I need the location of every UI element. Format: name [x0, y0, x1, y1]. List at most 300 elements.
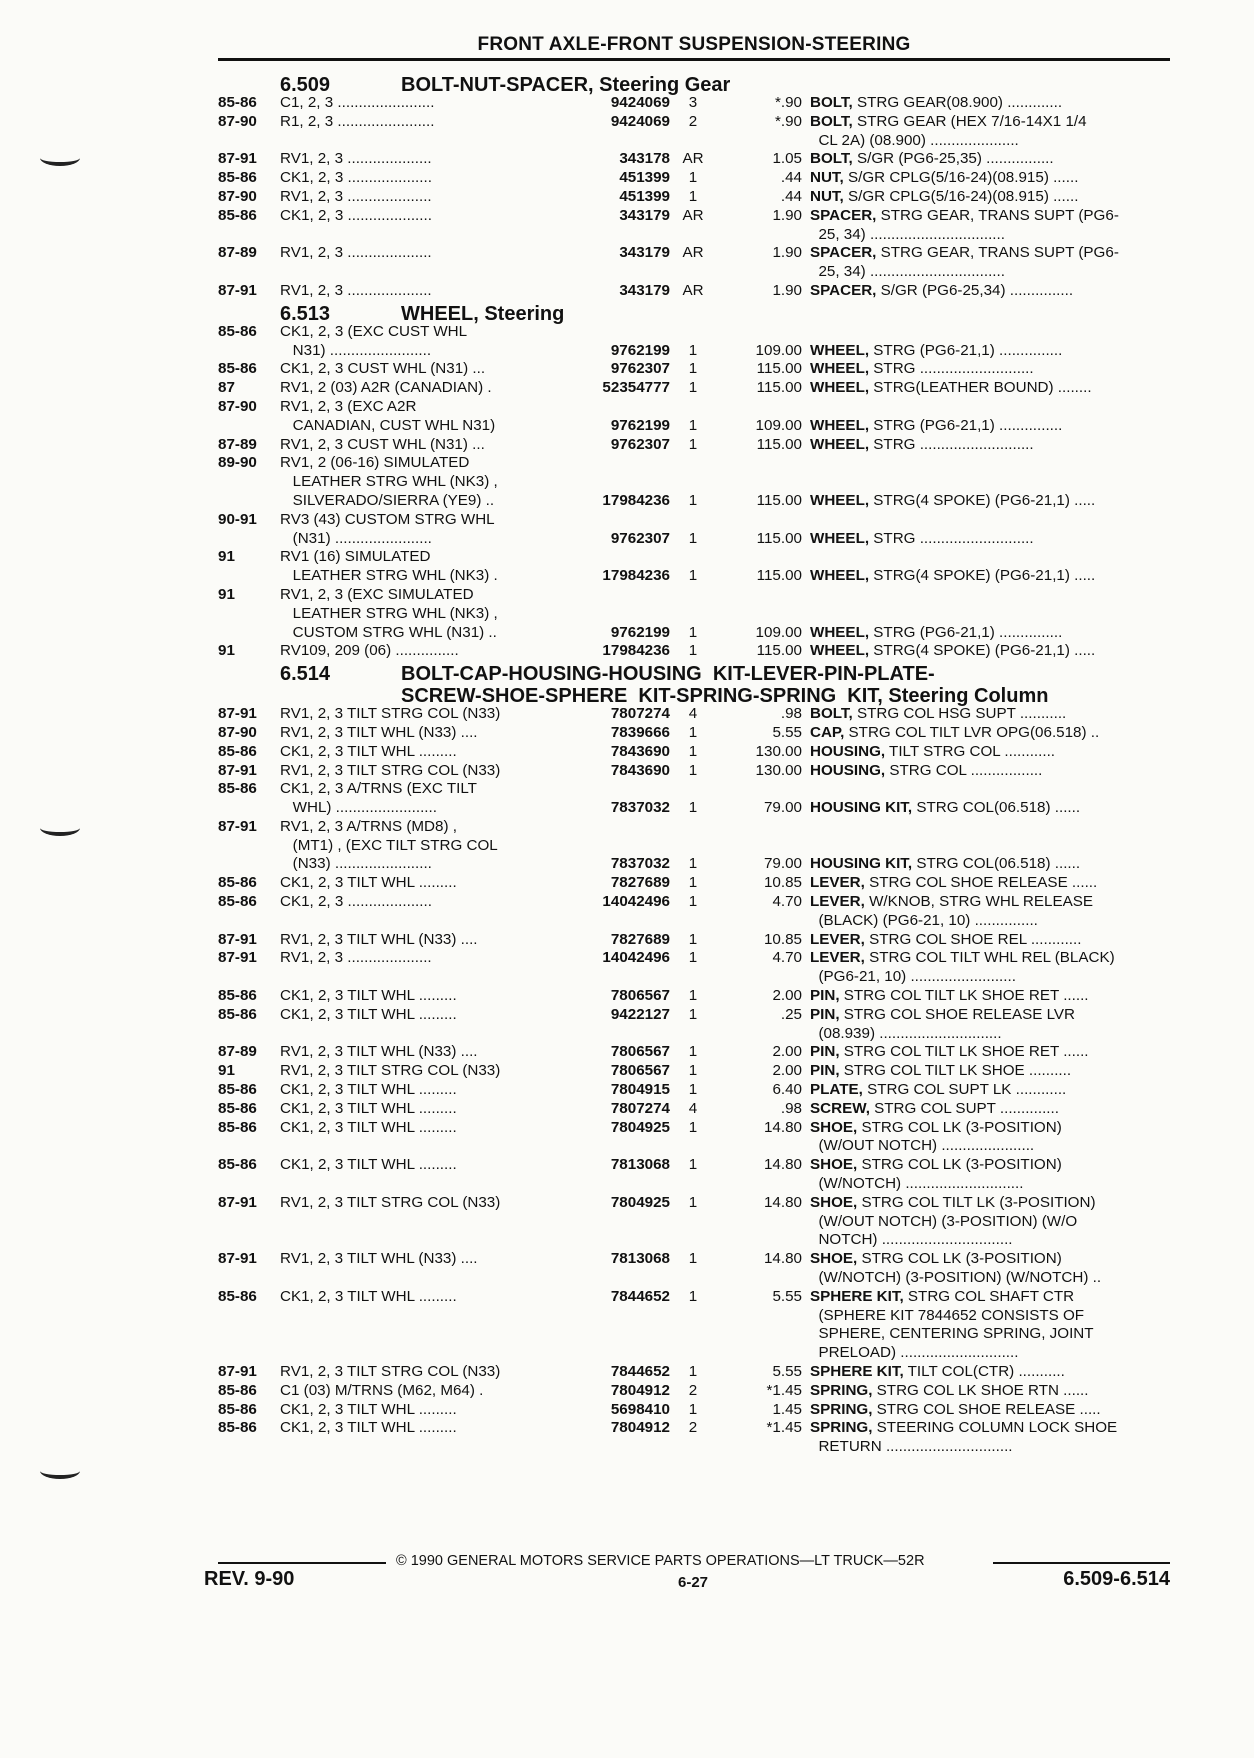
- model-years: 87-91: [218, 949, 257, 967]
- model-years: 87-90: [218, 723, 257, 741]
- application: [280, 1419, 560, 1438]
- description: [810, 1382, 1155, 1401]
- quantity: 1: [688, 1363, 698, 1380]
- description: [810, 1250, 1155, 1288]
- model-years: 85-86: [218, 1081, 257, 1099]
- description-line: [810, 1156, 1155, 1175]
- section-title-suffix: Steering Gear: [593, 74, 731, 96]
- section-heading: [218, 301, 1170, 323]
- price: 115.00: [756, 529, 802, 547]
- part-number: 7813068: [610, 1156, 670, 1174]
- quantity: AR: [682, 206, 704, 224]
- application-line: CK1, 2, 3 TILT WHL .........: [280, 1099, 457, 1117]
- price: 109.00: [755, 341, 802, 359]
- part-row: [218, 724, 1170, 743]
- part-number: 343179: [619, 206, 670, 224]
- model-years: 87-91: [218, 150, 257, 168]
- part-number: 7844652: [610, 1287, 670, 1305]
- application-line: CK1, 2, 3 TILT WHL .........: [280, 987, 457, 1005]
- description-line: [810, 724, 1155, 743]
- application-line: (N31) .......................: [280, 529, 432, 547]
- description-line: [810, 417, 1155, 436]
- application: [280, 244, 560, 263]
- application: [280, 642, 560, 661]
- description-text: STRG COL TILT WHL REL (BLACK): [864, 949, 1115, 967]
- price: 10.85: [763, 930, 802, 948]
- description-line: [810, 743, 1155, 762]
- application-line: RV1, 2, 3 TILT STRG COL (N33): [280, 705, 501, 723]
- description-noun: SHOE,: [810, 1118, 858, 1136]
- description: [810, 1419, 1155, 1457]
- part-row: [218, 705, 1170, 724]
- description-line: [810, 1081, 1155, 1100]
- part-number: 14042496: [602, 949, 670, 967]
- description-noun: WHEEL,: [810, 529, 870, 547]
- description-line: [810, 436, 1155, 455]
- part-number: 7813068: [610, 1250, 670, 1268]
- description: [810, 360, 1155, 379]
- part-number: 451399: [619, 187, 670, 205]
- part-number: 9762199: [610, 341, 670, 359]
- price: *.90: [774, 112, 802, 130]
- header-rule: [218, 58, 1170, 61]
- part-row: [218, 818, 1170, 874]
- application: [280, 282, 560, 301]
- model-years: 85-86: [218, 1419, 257, 1437]
- quantity: 1: [688, 187, 698, 205]
- application-line: RV1, 2 (06-16) SIMULATED: [280, 454, 470, 472]
- quantity: 1: [688, 416, 698, 434]
- description-line: [810, 855, 1155, 874]
- part-number: 343179: [619, 281, 670, 299]
- application-line: RV1, 2, 3 CUST WHL (N31) ...: [280, 435, 485, 453]
- application: [280, 724, 560, 743]
- description-line: [810, 1325, 1155, 1344]
- application: [280, 188, 560, 207]
- description-line: [810, 1250, 1155, 1269]
- quantity: 2: [688, 1381, 698, 1399]
- model-years: 85-86: [218, 1118, 257, 1136]
- description-noun: SHOE,: [810, 1156, 858, 1174]
- description-text: STRG COL SHOE RELEASE LVR: [839, 1005, 1076, 1023]
- description: [810, 342, 1155, 361]
- price: 5.55: [772, 1287, 802, 1305]
- part-row: [218, 454, 1170, 510]
- application: [280, 207, 560, 226]
- application: [280, 1062, 560, 1081]
- description-line: [810, 567, 1155, 586]
- application: [280, 379, 560, 398]
- model-years: 87-89: [218, 435, 257, 453]
- quantity: 1: [688, 341, 698, 359]
- application-line: CK1, 2, 3 TILT WHL .........: [280, 1156, 457, 1174]
- price: .25: [780, 1005, 802, 1023]
- application-line: CK1, 2, 3 TILT WHL .........: [280, 742, 457, 760]
- part-row: [218, 1119, 1170, 1157]
- part-number: 451399: [619, 169, 670, 187]
- part-number: 17984236: [602, 642, 670, 660]
- application: [280, 94, 560, 113]
- description-text: STRG COL SHAFT CTR: [903, 1287, 1075, 1305]
- description-text: (BLACK) (PG6-21, 10) ...............: [810, 911, 1038, 929]
- application-line: CK1, 2, 3 TILT WHL .........: [280, 1081, 457, 1099]
- price: 1.90: [772, 206, 802, 224]
- application-line: RV1, 2, 3 ....................: [280, 281, 432, 299]
- description: [810, 1100, 1155, 1119]
- quantity: 1: [688, 567, 698, 585]
- description-noun: LEVER,: [810, 874, 865, 892]
- description-noun: SHOE,: [810, 1250, 858, 1268]
- description-line: [810, 762, 1155, 781]
- quantity: 1: [688, 987, 698, 1005]
- description-noun: PLATE,: [810, 1081, 863, 1099]
- application-line: CK1, 2, 3 CUST WHL (N31) ...: [280, 360, 486, 378]
- application-line: RV3 (43) CUSTOM STRG WHL: [280, 510, 495, 528]
- quantity: AR: [682, 150, 704, 168]
- description-line: [810, 244, 1155, 263]
- description-text: 25, 34) ................................: [810, 263, 1005, 281]
- model-years: 85-86: [218, 987, 257, 1005]
- application-line: RV1, 2, 3 A/TRNS (MD8) ,: [280, 817, 457, 835]
- model-years: 85-86: [218, 1156, 257, 1174]
- description-line: [810, 1382, 1155, 1401]
- description-noun: SPRING,: [810, 1400, 873, 1418]
- part-number: 9762307: [610, 435, 670, 453]
- price: 115.00: [756, 491, 802, 509]
- quantity: 1: [688, 874, 698, 892]
- page-header-title: FRONT AXLE-FRONT SUSPENSION-STEERING: [477, 34, 911, 55]
- application-line: LEATHER STRG WHL (NK3) ,: [280, 473, 498, 491]
- description-text: STRG ...........................: [869, 435, 1034, 453]
- description-line: [810, 968, 1155, 987]
- description-noun: HOUSING KIT,: [810, 855, 913, 873]
- application-line: RV1, 2, 3 (EXC A2R: [280, 397, 417, 415]
- part-number: 7806567: [610, 987, 670, 1005]
- model-years: 85-86: [218, 1099, 257, 1117]
- description: [810, 1363, 1155, 1382]
- description-text: STRG COL SHOE RELEASE ......: [864, 874, 1098, 892]
- description-noun: NUT,: [810, 187, 844, 205]
- application: [280, 949, 560, 968]
- quantity: 1: [688, 723, 698, 741]
- price: .98: [780, 1099, 802, 1117]
- description-noun: PIN,: [810, 1043, 840, 1061]
- application-line: CK1, 2, 3 (EXC CUST WHL: [280, 322, 468, 340]
- description-text: SPHERE, CENTERING SPRING, JOINT: [810, 1325, 1094, 1343]
- quantity: 1: [688, 529, 698, 547]
- description: [810, 492, 1155, 511]
- quantity: 1: [688, 642, 698, 660]
- application-line: CK1, 2, 3 TILT WHL .........: [280, 874, 457, 892]
- part-row: [218, 1081, 1170, 1100]
- description-text: STRG GEAR (HEX 7/16-14X1 1/4: [852, 112, 1087, 130]
- part-row: [218, 1043, 1170, 1062]
- price: 130.00: [755, 742, 802, 760]
- quantity: 1: [688, 930, 698, 948]
- application-line: RV1 (16) SIMULATED: [280, 548, 431, 566]
- part-number: 9424069: [610, 94, 670, 111]
- application: [280, 511, 560, 549]
- part-row: [218, 244, 1170, 282]
- price: .98: [780, 705, 802, 723]
- section-title-suffix: Steering: [478, 302, 565, 325]
- part-number: 7804925: [610, 1193, 670, 1211]
- application: [280, 1100, 560, 1119]
- description-line: [810, 207, 1155, 226]
- model-years: 85-86: [218, 742, 257, 760]
- description: [810, 150, 1155, 169]
- model-years: 87-90: [218, 187, 257, 205]
- quantity: 1: [688, 623, 698, 641]
- description-text: STRG COL TILT LK SHOE ..........: [839, 1062, 1072, 1080]
- description-text: STRG COL LK SHOE RTN ......: [872, 1381, 1089, 1399]
- model-years: 87-91: [218, 761, 257, 779]
- price: 1.90: [772, 244, 802, 262]
- model-years: 89-90: [218, 454, 257, 472]
- description-noun: SPACER,: [810, 244, 877, 262]
- part-number: 7843690: [610, 742, 670, 760]
- description: [810, 1156, 1155, 1194]
- price: 14.80: [763, 1193, 802, 1211]
- application-line: CK1, 2, 3 ....................: [280, 206, 432, 224]
- model-years: 85-86: [218, 780, 257, 798]
- description-text: 25, 34) ................................: [810, 225, 1005, 243]
- application: [280, 1156, 560, 1175]
- application: [280, 874, 560, 893]
- description-line: [810, 1213, 1155, 1232]
- description: [810, 724, 1155, 743]
- description: [810, 530, 1155, 549]
- description-text: STRG COL LK (3-POSITION): [857, 1156, 1062, 1174]
- price: 14.80: [763, 1118, 802, 1136]
- description-line: [810, 705, 1155, 724]
- price: .44: [780, 169, 802, 187]
- model-years: 85-86: [218, 874, 257, 892]
- application: [280, 1382, 560, 1401]
- model-years: 87-91: [218, 1193, 257, 1211]
- description-line: [810, 263, 1155, 282]
- description-text: STRG COL TILT LVR OPG(06.518) ..: [844, 723, 1100, 741]
- application: [280, 1401, 560, 1420]
- description-line: [810, 931, 1155, 950]
- description: [810, 113, 1155, 151]
- description-line: [810, 1344, 1155, 1363]
- description-noun: WHEEL,: [810, 491, 870, 509]
- model-years: 91: [218, 1062, 235, 1080]
- quantity: 4: [688, 1099, 698, 1117]
- description-line: [810, 1401, 1155, 1420]
- description-text: RETURN ..............................: [810, 1438, 1013, 1456]
- description-noun: WHEEL,: [810, 341, 870, 359]
- price: 5.55: [772, 1363, 802, 1380]
- application: [280, 893, 560, 912]
- part-number: 7807274: [610, 705, 670, 723]
- model-years: 87-89: [218, 1043, 257, 1061]
- quantity: 1: [688, 1193, 698, 1211]
- footer-rule-right: [993, 1562, 1170, 1564]
- description-text: STRG (PG6-21,1) ...............: [869, 341, 1063, 359]
- description: [810, 1119, 1155, 1157]
- application: [280, 1081, 560, 1100]
- price: 79.00: [763, 855, 802, 873]
- part-number: 7827689: [610, 874, 670, 892]
- part-number: 5698410: [610, 1400, 670, 1418]
- description-noun: SPRING,: [810, 1419, 873, 1437]
- price: 109.00: [755, 416, 802, 434]
- quantity: 1: [688, 761, 698, 779]
- application-line: C1 (03) M/TRNS (M62, M64) .: [280, 1381, 484, 1399]
- description-line: [810, 1194, 1155, 1213]
- description-text: NOTCH) ...............................: [810, 1231, 1013, 1249]
- description: [810, 799, 1155, 818]
- description-line: [810, 1438, 1155, 1457]
- description-line: [810, 150, 1155, 169]
- description: [810, 417, 1155, 436]
- description-noun: SPHERE KIT,: [810, 1363, 904, 1380]
- application: [280, 1363, 560, 1382]
- part-number: 7804912: [610, 1419, 670, 1437]
- description: [810, 949, 1155, 987]
- description: [810, 1081, 1155, 1100]
- quantity: 1: [688, 893, 698, 911]
- part-number: 7806567: [610, 1062, 670, 1080]
- model-years: 87-90: [218, 112, 257, 130]
- part-number: 7844652: [610, 1363, 670, 1380]
- model-years: 85-86: [218, 322, 257, 340]
- description-line: [810, 1119, 1155, 1138]
- model-years: 85-86: [218, 94, 257, 111]
- model-years: 91: [218, 548, 235, 566]
- application-line: RV1, 2, 3 TILT STRG COL (N33): [280, 1193, 501, 1211]
- application: [280, 1043, 560, 1062]
- description-line: [810, 1288, 1155, 1307]
- part-row: [218, 931, 1170, 950]
- model-years: 85-86: [218, 1005, 257, 1023]
- binder-punch-mark: [40, 1463, 80, 1479]
- description: [810, 436, 1155, 455]
- description-noun: WHEEL,: [810, 623, 870, 641]
- price: 1.45: [772, 1400, 802, 1418]
- description-noun: BOLT,: [810, 94, 853, 111]
- description-text: TILT STRG COL ............: [885, 742, 1056, 760]
- description-text: STRG COL .................: [885, 761, 1043, 779]
- part-row: [218, 1156, 1170, 1194]
- model-years: 87-91: [218, 1250, 257, 1268]
- part-number: 7837032: [610, 855, 670, 873]
- price: *.90: [774, 94, 802, 111]
- part-row: [218, 548, 1170, 586]
- model-years: 91: [218, 585, 235, 603]
- part-number: 7807274: [610, 1099, 670, 1117]
- application-line: CK1, 2, 3 ....................: [280, 169, 432, 187]
- model-years: 87-91: [218, 817, 257, 835]
- description-text: TILT COL(CTR) ...........: [903, 1363, 1065, 1380]
- part-row: [218, 642, 1170, 661]
- quantity: 1: [688, 742, 698, 760]
- description-text: STRG ...........................: [869, 360, 1034, 378]
- quantity: 2: [688, 1419, 698, 1437]
- quantity: 4: [688, 705, 698, 723]
- part-row: [218, 436, 1170, 455]
- application: [280, 548, 560, 586]
- application-line: RV109, 209 (06) ...............: [280, 642, 459, 660]
- description: [810, 855, 1155, 874]
- part-number: 9762199: [610, 623, 670, 641]
- part-number: 343178: [619, 150, 670, 168]
- application: [280, 1288, 560, 1307]
- description-line: [810, 642, 1155, 661]
- quantity: 1: [688, 799, 698, 817]
- quantity: 1: [688, 949, 698, 967]
- description-line: [810, 530, 1155, 549]
- price: 2.00: [772, 1043, 802, 1061]
- description-line: [810, 1175, 1155, 1194]
- application: [280, 931, 560, 950]
- part-row: [218, 360, 1170, 379]
- application: [280, 1194, 560, 1213]
- section-title: [401, 74, 1161, 96]
- part-row: [218, 113, 1170, 151]
- model-years: 85-86: [218, 360, 257, 378]
- part-row: [218, 1382, 1170, 1401]
- description-text: STRG COL HSG SUPT ...........: [852, 705, 1067, 723]
- application: [280, 113, 560, 132]
- description: [810, 207, 1155, 245]
- description-text: STRG(LEATHER BOUND) ........: [869, 379, 1092, 397]
- model-years: 87-91: [218, 1363, 257, 1380]
- application-line: RV1, 2, 3 TILT WHL (N33) ....: [280, 930, 478, 948]
- model-years: 87-90: [218, 397, 257, 415]
- part-number: 7839666: [610, 723, 670, 741]
- description-noun: SPACER,: [810, 281, 877, 299]
- description-text: STRG COL LK (3-POSITION): [857, 1250, 1062, 1268]
- model-years: 85-86: [218, 893, 257, 911]
- application-line: CK1, 2, 3 ....................: [280, 893, 432, 911]
- description-line: [810, 1231, 1155, 1250]
- description-line: [810, 1006, 1155, 1025]
- section-number: 6.514: [280, 663, 331, 686]
- description-noun: WHEEL,: [810, 642, 870, 660]
- application-line: LEATHER STRG WHL (NK3) ,: [280, 604, 498, 622]
- application: [280, 398, 560, 436]
- quantity: AR: [682, 244, 704, 262]
- description-noun: SPRING,: [810, 1381, 873, 1399]
- application-line: (MT1) , (EXC TILT STRG COL: [280, 836, 498, 854]
- application: [280, 1006, 560, 1025]
- application-line: RV1, 2, 3 TILT STRG COL (N33): [280, 761, 501, 779]
- part-number: 52354777: [602, 379, 670, 397]
- application: [280, 586, 560, 642]
- description-noun: SPACER,: [810, 206, 877, 224]
- price: 6.40: [772, 1081, 802, 1099]
- description-text: STRG COL SUPT ..............: [869, 1099, 1059, 1117]
- description-text: STRG COL(06.518) ......: [912, 799, 1081, 817]
- part-number: 7806567: [610, 1043, 670, 1061]
- price: 109.00: [755, 623, 802, 641]
- quantity: 2: [688, 112, 698, 130]
- section-heading: [218, 72, 1170, 94]
- part-row: [218, 1288, 1170, 1363]
- quantity: 1: [688, 1081, 698, 1099]
- part-number: 9762199: [610, 416, 670, 434]
- application-line: RV1, 2, 3 TILT STRG COL (N33): [280, 1363, 501, 1380]
- application-line: LEATHER STRG WHL (NK3) .: [280, 567, 498, 585]
- section-heading: [218, 661, 1170, 708]
- description-noun: SCREW,: [810, 1099, 870, 1117]
- application: [280, 743, 560, 762]
- price: 115.00: [756, 642, 802, 660]
- application-line: CK1, 2, 3 TILT WHL .........: [280, 1005, 457, 1023]
